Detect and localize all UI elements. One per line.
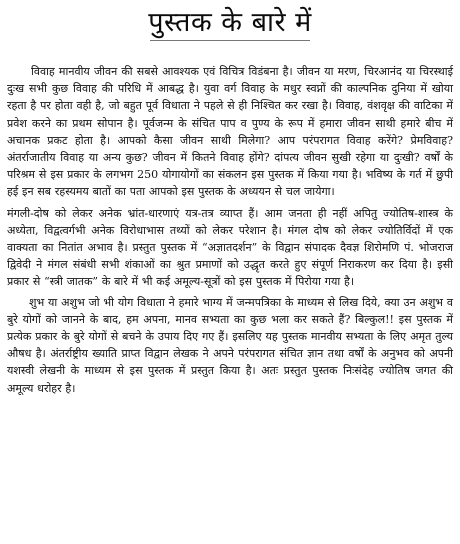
- title-underline: [150, 40, 310, 41]
- paragraph-marriage-intro: विवाह मानवीय जीवन की सबसे आवश्यक एवं विचित्र विडंबना है। जीवन या मरण, चिरआनंद या चिरस्थाई दुःख सभी कुछ विवाह की परिधि में आबद्ध है। युवा वर्ग विवाह के मधुर स्वप्नों की काल्पनिक दुनिया में खोया रहता है पर होता वही है, जो बहुत पूर्व विधाता ने पहले से ही निश्चित कर रखा है। विवाह, वंशवृक्ष की वाटिका में प्रवेश करने का प्रथम सोपान है। पूर्वजन्म के संचित पाप व पुण्य के रूप में हमारा जीवन साथी हमारे बीच में अचानक प्रकट होता है। आपको कैसा जीवन साथी मिलेगा? आप परंपरागत विवाह करेंगे? प्रेमविवाह? अंतर्राजातीय विवाह या अन्य कुछ? जीवन में कितने विवाह होंगे? दांपत्य जीवन सुखी रहेगा या दुःखी? वर्षों के परिश्रम से इस प्रकार के लगभग 250 योगायोगों का संकलन इस पुस्तक में किया गया है। भविष्य के गर्त में छुपी हई इन सब रहस्यमय बातों का पता आपको इस पुस्तक के अध्ययन से चल जायेगा।: [7, 65, 453, 199]
- paragraph-remedies: शुभ या अशुभ जो भी योग विधाता ने हमारे भाग्य में जन्मपत्रिका के माध्यम से लिख दिये, क्या उन अशुभ व बुरे योगों को जानने के बाद, हम अपना, मानव सभ्यता का कुछ भला कर सकते हैं? बिल्कुल!! इस पुस्तक में प्रत्येक प्रकार के बुरे योगों से बचने के उपाय दिए गए हैं। इसलिए यह पुस्तक मानवीय सभ्यता के लिए अमृत तुल्य औषध है। अंतर्राष्ट्रीय ख्याति प्राप्त विद्वान लेखक ने अपने परंपरागत संचित ज्ञान तथा वर्षों के अनुभव को अपनी यशस्वी लेखनी के माध्यम से इस पुस्तक में प्रस्तुत किया है। अतः प्रस्तुत पुस्तक निःसंदेह ज्योतिष जगत की अमूल्य धरोहर है।: [7, 295, 453, 395]
- paragraph-mangal-dosh: मंगली-दोष को लेकर अनेक भ्रांत-धारणाएं यत्र-तत्र व्याप्त हैं। आम जनता ही नहीं अपितु ज्योतिष-शास्त्र के अध्येता, विद्वत्वर्गभी अनेक विरोधाभास तथ्यों को लेकर परेशान है। मंगल दोष को लेकर ज्योतिर्विदों में एक वाक्यता का नितांत अभाव है। प्रस्तुत पुस्तक में “अज्ञातदर्शन” के विद्वान संपादक दैवज्ञ शिरोमणि पं. भोजराज द्विवेदी ने मंगल संबंधी सभी शंकाओं का श्रुत प्रमाणों को उद्धृत करते हुए संपूर्ण निराकरण कर दिया है। इसी प्रकार से “स्त्री जातक” के बारे में भी कई अमूल्य-सूत्रों को इस पुस्तक में पिरोया गया है।: [7, 206, 453, 289]
- page-title: पुस्तक के बारे में: [148, 7, 312, 38]
